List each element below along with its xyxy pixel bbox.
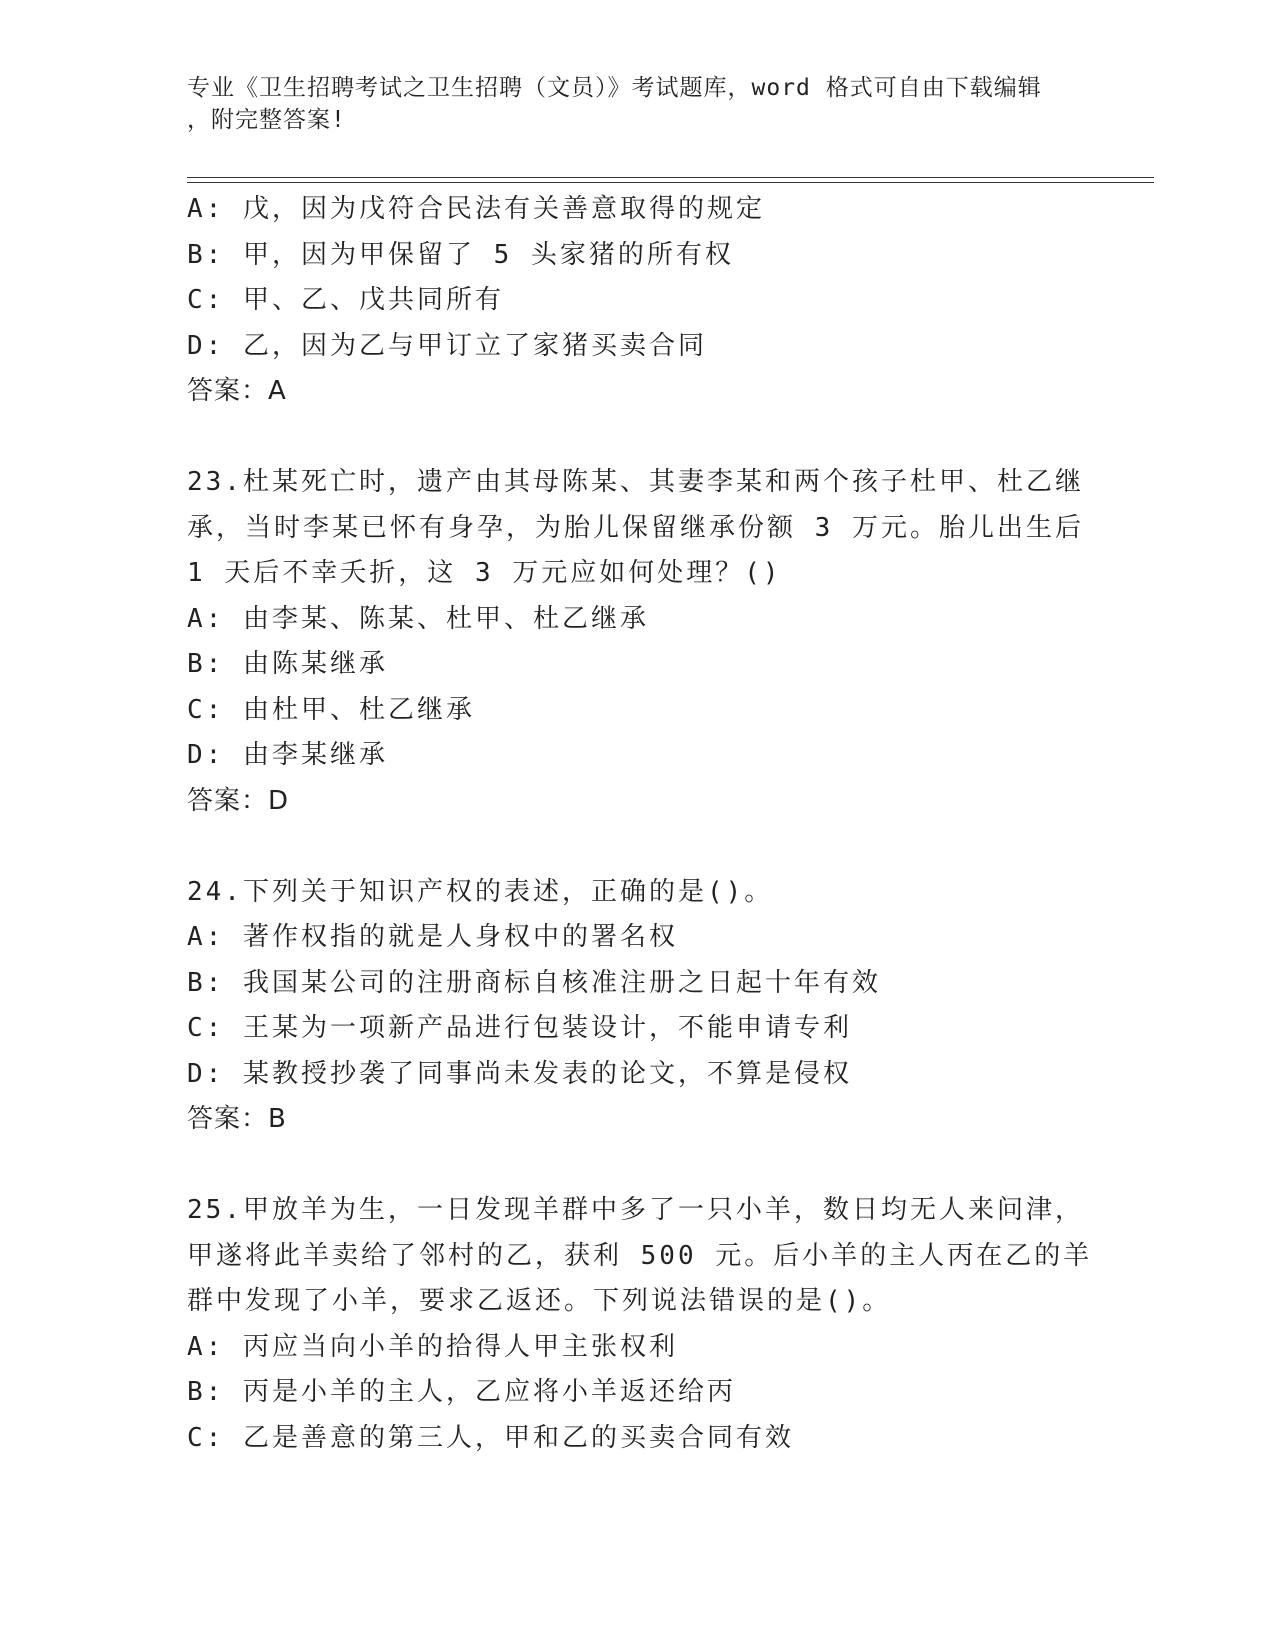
option-b: B: 由陈某继承	[187, 649, 388, 679]
option-b: B: 甲，因为甲保留了 5 头家猪的所有权	[187, 239, 734, 270]
spacer	[187, 415, 1147, 461]
question-list	[187, 187, 1147, 1461]
question-text-line: 23.杜某死亡时，遗产由其母陈某、其妻李某和两个孩子杜甲、杜乙继	[187, 467, 1084, 497]
option-b: B: 我国某公司的注册商标自核准注册之日起十年有效	[187, 967, 881, 998]
question-text-line: 承，当时李某已怀有身孕，为胎儿保留继承份额 3 万元。胎儿出生后	[187, 512, 1084, 543]
document-header	[187, 72, 1087, 136]
question-text-line: 24.下列关于知识产权的表述，正确的是()。	[187, 876, 774, 907]
option-d: D: 乙，因为乙与甲订立了家猪买卖合同	[187, 330, 707, 361]
question-22-continued	[187, 187, 1147, 415]
option-d: D: 某教授抄袭了同事尚未发表的论文，不算是侵权	[187, 1058, 852, 1089]
option-d: D: 由李某继承	[187, 740, 388, 770]
option-c: C: 王某为一项新产品进行包装设计，不能申请专利	[187, 1013, 852, 1043]
option-b: B: 丙是小羊的主人，乙应将小羊返还给丙	[187, 1377, 736, 1407]
header-rule-bottom	[187, 182, 1154, 183]
answer-line: 答案：D	[187, 785, 290, 816]
question-text-line: 甲遂将此羊卖给了邻村的乙，获利 500 元。后小羊的主人丙在乙的羊	[187, 1240, 1093, 1271]
header-line-1: 专业《卫生招聘考试之卫生招聘（文员）》考试题库，word 格式可自由下载编辑	[187, 75, 1042, 101]
answer-line: 答案：A	[187, 376, 287, 406]
option-c: C: 甲、乙、戊共同所有	[187, 285, 504, 315]
option-a: A: 戊，因为戊符合民法有关善意取得的规定	[187, 194, 765, 224]
question-23	[187, 460, 1147, 824]
question-text-line: 1 天后不幸夭折，这 3 万元应如何处理？()	[187, 558, 782, 588]
option-a: A: 著作权指的就是人身权中的署名权	[187, 922, 678, 952]
header-rule-top	[187, 177, 1154, 178]
question-24	[187, 870, 1147, 1143]
option-a: A: 丙应当向小羊的拾得人甲主张权利	[187, 1331, 678, 1362]
header-line-2: ，附完整答案!	[187, 107, 346, 133]
option-c: C: 乙是善意的第三人，甲和乙的买卖合同有效	[187, 1422, 794, 1453]
option-c: C: 由杜甲、杜乙继承	[187, 694, 475, 725]
spacer	[187, 1143, 1147, 1189]
option-a: A: 由李某、陈某、杜甲、杜乙继承	[187, 603, 649, 634]
question-text-line: 群中发现了小羊，要求乙返还。下列说法错误的是()。	[187, 1286, 892, 1316]
answer-line: 答案：B	[187, 1104, 287, 1134]
spacer	[187, 824, 1147, 870]
question-25	[187, 1188, 1147, 1461]
question-text-line: 25.甲放羊为生，一日发现羊群中多了一只小羊，数日均无人来问津，	[187, 1195, 1084, 1225]
